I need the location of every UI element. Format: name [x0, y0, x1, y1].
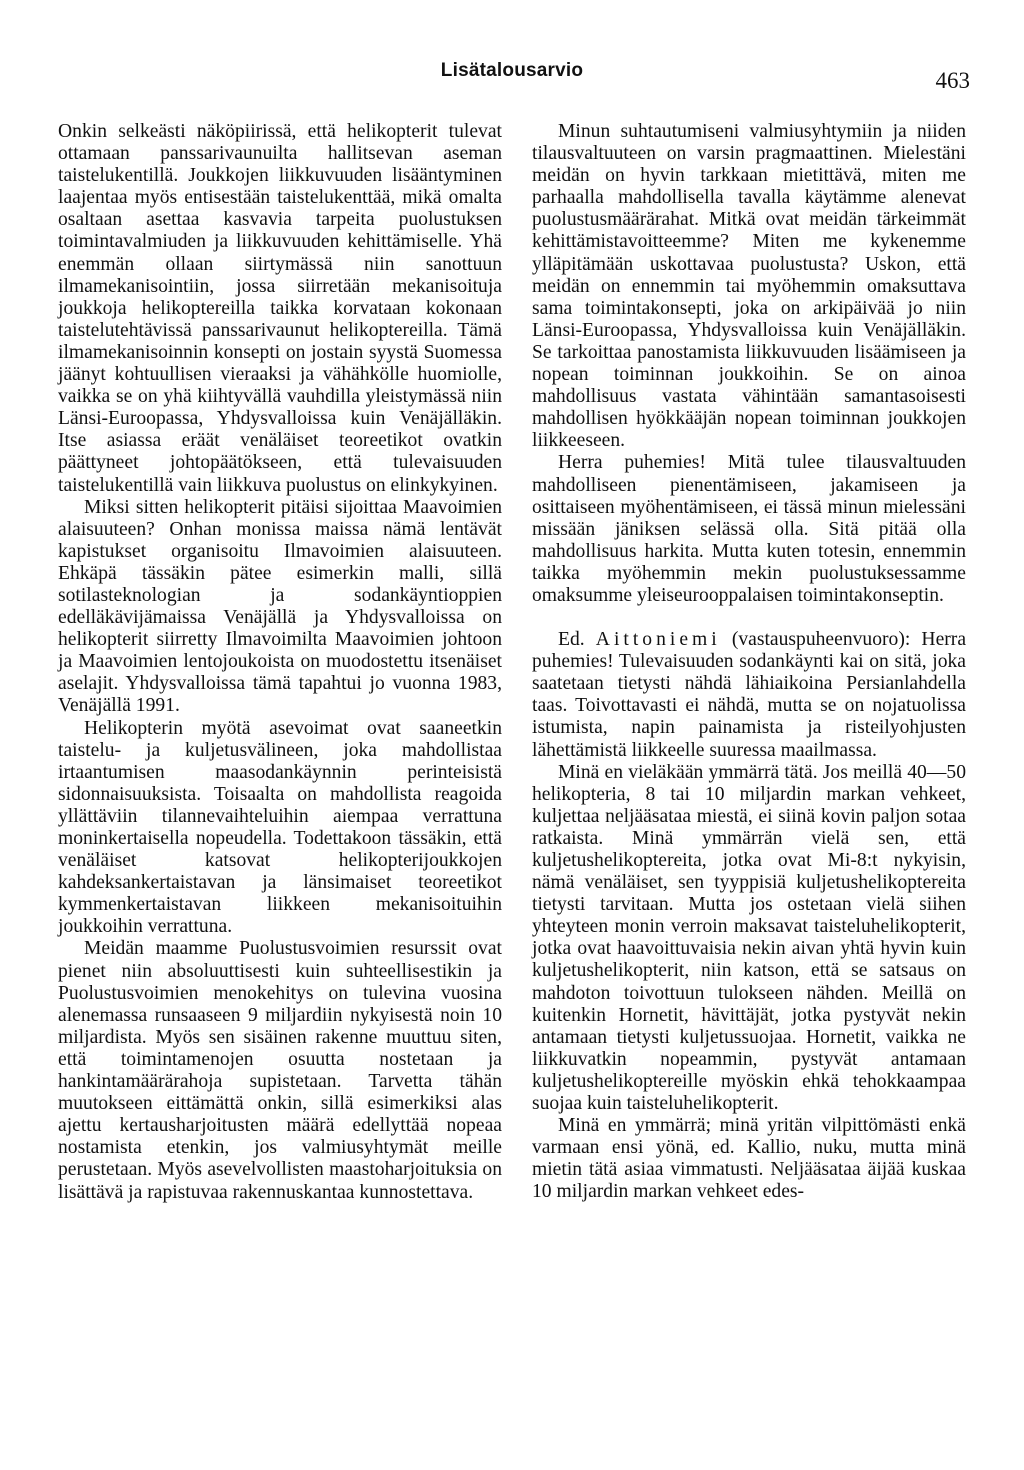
right-column	[532, 121, 966, 1204]
paragraph: Helikopterin myötä asevoimat ovat saaneetkin taistelu- ja kuljetusvälineen, joka mahdollistaa irtaantumisen maasodankäynnin perinteisistä sidonnaisuuksista. Toisaalta on mahdollista reagoida yllättäviin tilannevaihteluihin aiempaa verrattuna moninkertaisella nopeudella. Todettakoon tässäkin, että venäläiset katsovat helikopterijoukkojen kahdeksankertaistavan ja länsimaiset teoreetikot kymmenkertaistavan liikkeen mekanisoituihin joukkoihin verrattuna.	[58, 717, 502, 938]
speech-start	[532, 629, 966, 762]
page-header	[0, 58, 1024, 98]
paragraph: Minun suhtautumiseni valmiusyhtymiin ja niiden tilausvaltuuteen on varsin pragmaattinen. Mielestäni meidän on hyvin tarkkaan mietittävä, miten me parhaalla mahdollisella tavalla käytämme alenevat puolustusmäärärahat. Mitkä ovat meidän tärkeimmät kehittämistavoitteemme? Miten me kykenemme ylläpitämään uskottavaa puolustusta? Uskon, että meidän on ennemmin tai myöhemmin omaksuttava sama toimintakonsepti, joka on arkipäivää jo niin Länsi-Euroopassa, Yhdysvalloissa kuin Venäjälläkin. Se tarkoittaa panostamista liikkuvuuden lisäämiseen ja nopean toiminnan joukkoihin. Se on ainoa mahdollisuus vastata vähintään samantasoisesti mahdollisen hyökkääjän nopean toiminnan joukkojen liikkeeseen.	[532, 121, 966, 452]
paragraph: Meidän maamme Puolustusvoimien resurssit ovat pienet niin absoluuttisesti kuin suhteellisestikin ja Puolustusvoimien menokehitys on tulevina vuosina alenemassa runsaaseen 9 miljardiin nykyisestä noin 10 miljardista. Myös sen sisäinen rakenne muuttuu siten, että toimintamenojen osuutta nostetaan ja hankintamäärärahoja supistetaan. Tarvetta tähän muutokseen eittämättä onkin, sillä esimerkiksi alas ajettu kertausharjoitusten määrä edellyttää nopeaa nostamista etenkin, jos valmiusyhtymät meille perustetaan. Myös asevelvollisten maastoharjoituksia on lisättävä ja rapistuvaa rakennuskantaa kunnostettava.	[58, 938, 502, 1203]
paragraph: Herra puhemies! Mitä tulee tilausvaltuuden mahdolliseen pienentämiseen, jakamiseen ja osittaiseen myöhentämiseen, ei tässä minun mielessäni missään jäniksen selässä olla. Sitä pitää olla mahdollisuus harkita. Mutta kuten totesin, ennemmin taikka myöhemmin mekin puolustuksessamme omaksumme yleiseurooppalaisen toimintakonseptin.	[532, 452, 966, 606]
paragraph: Onkin selkeästi näköpiirissä, että helikopterit tulevat ottamaan panssarivaunuilta hallitsevan aseman taistelukentillä. Joukkojen liikkuvuuden lisääntyminen laajentaa myös entisestään taistelukenttää, mikä omalta osaltaan asettaa kasvavia tarpeita puolustuksen toimintavalmiuden ja liikkuvuuden kehittämiselle. Yhä enemmän ollaan siirtymässä niin sanottuun ilmamekanisointiin, jossa siirretään mekanisoituja joukkoja helikoptereilla taikka korvataan kokonaan taistelutehtävissä panssarivaunut helikoptereilla. Tämä ilmamekanisoinnin konsepti on jostain syystä Suomessa jäänyt kohtuullisen vieraaksi ja vähähkölle huomiolle, vaikka se on yhä kiihtyvällä vauhdilla yleistymässä niin Länsi-Euroopassa, Yhdysvalloissa kuin Venäjälläkin. Itse asiassa eräät venäläiset teoreetikot ovatkin päättyneet johtopäätökseen, että tulevaisuuden taistelukentillä vain liikkuva puolustus on elinkykyinen.	[58, 121, 502, 496]
paragraph: Miksi sitten helikopterit pitäisi sijoittaa Maavoimien alaisuuteen? Onhan monissa maissa nämä lentävät kapistukset organisoitu Ilmavoimien alaisuuteen. Ehkäpä tässäkin pätee esimerkin malli, sillä sotilasteknologian ja sodankäyntioppien edelläkävijämaissa Venäjällä ja Yhdysvalloissa on helikopterit siirretty Ilmavoimilta Maavoimien johtoon ja Maavoimien lentojoukoista on muodostettu itsenäiset aselajit. Yhdysvalloissa tämä tapahtui jo vuonna 1983, Venäjällä 1991.	[58, 496, 502, 717]
left-column	[58, 121, 502, 1204]
speaker-prefix: Ed.	[558, 629, 585, 651]
speaker-name: Aittoniemi	[595, 629, 721, 651]
speech-intro: Herra puhemies! Tulevaisuuden sodankäynti kai on sitä, joka saatetaan tietysti nähdä lähiaikoina Persianlahdella taas. Toivottavasti ei nähdä, mutta se on nojatuolissa istumista, napin painamista ja risteilyohjusten lähettämistä liikkeelle suuressa maailmassa.	[532, 629, 967, 761]
running-title: Lisätalousarvio	[440, 60, 584, 81]
speaker-note: (vastauspuheenvuoro):	[731, 629, 911, 651]
paragraph: Minä en vieläkään ymmärrä tätä. Jos meillä 40—50 helikopteria, 8 tai 10 miljardin markan vehkeet, kuljettaa neljääsataa miestä, ei siinä kovin paljon sotaa ratkaista. Minä ymmärrän vielä sen, että kuljetushelikoptereita, jotka ovat Mi-8:t nykyisin, nämä venäläiset, sen tyyppisiä kuljetushelikoptereita tietysti tarvitaan. Mutta jos ostetaan vielä siihen yhteyteen monin verroin maksavat taisteluhelikopterit, jotka ovat haavoittuvaisia nekin aivan yhtä hyvin kuin kuljetushelikopterit, niin katson, että se satsaus on mahdoton toivottuun tulokseen nähden. Meillä on kuitenkin Hornetit, hävittäjät, jotka pystyvät nekin antamaan tietysti kuljetussuojaa. Hornetit, vaikka ne liikkuvatkin nopeammin, pystyvät antamaan kuljetushelikoptereille myöskin ehkä tehokkaampaa suojaa kuin taisteluhelikopterit.	[532, 761, 966, 1115]
paragraph: Minä en ymmärrä; minä yritän vilpittömästi enkä varmaan ensi yönä, ed. Kallio, nuku, mutta minä mietin tätä asiaa vimmatusti. Neljääsataa äijää kuskaa 10 miljardin markan vehkeet edes-	[532, 1115, 966, 1203]
page-number: 463	[935, 68, 970, 93]
